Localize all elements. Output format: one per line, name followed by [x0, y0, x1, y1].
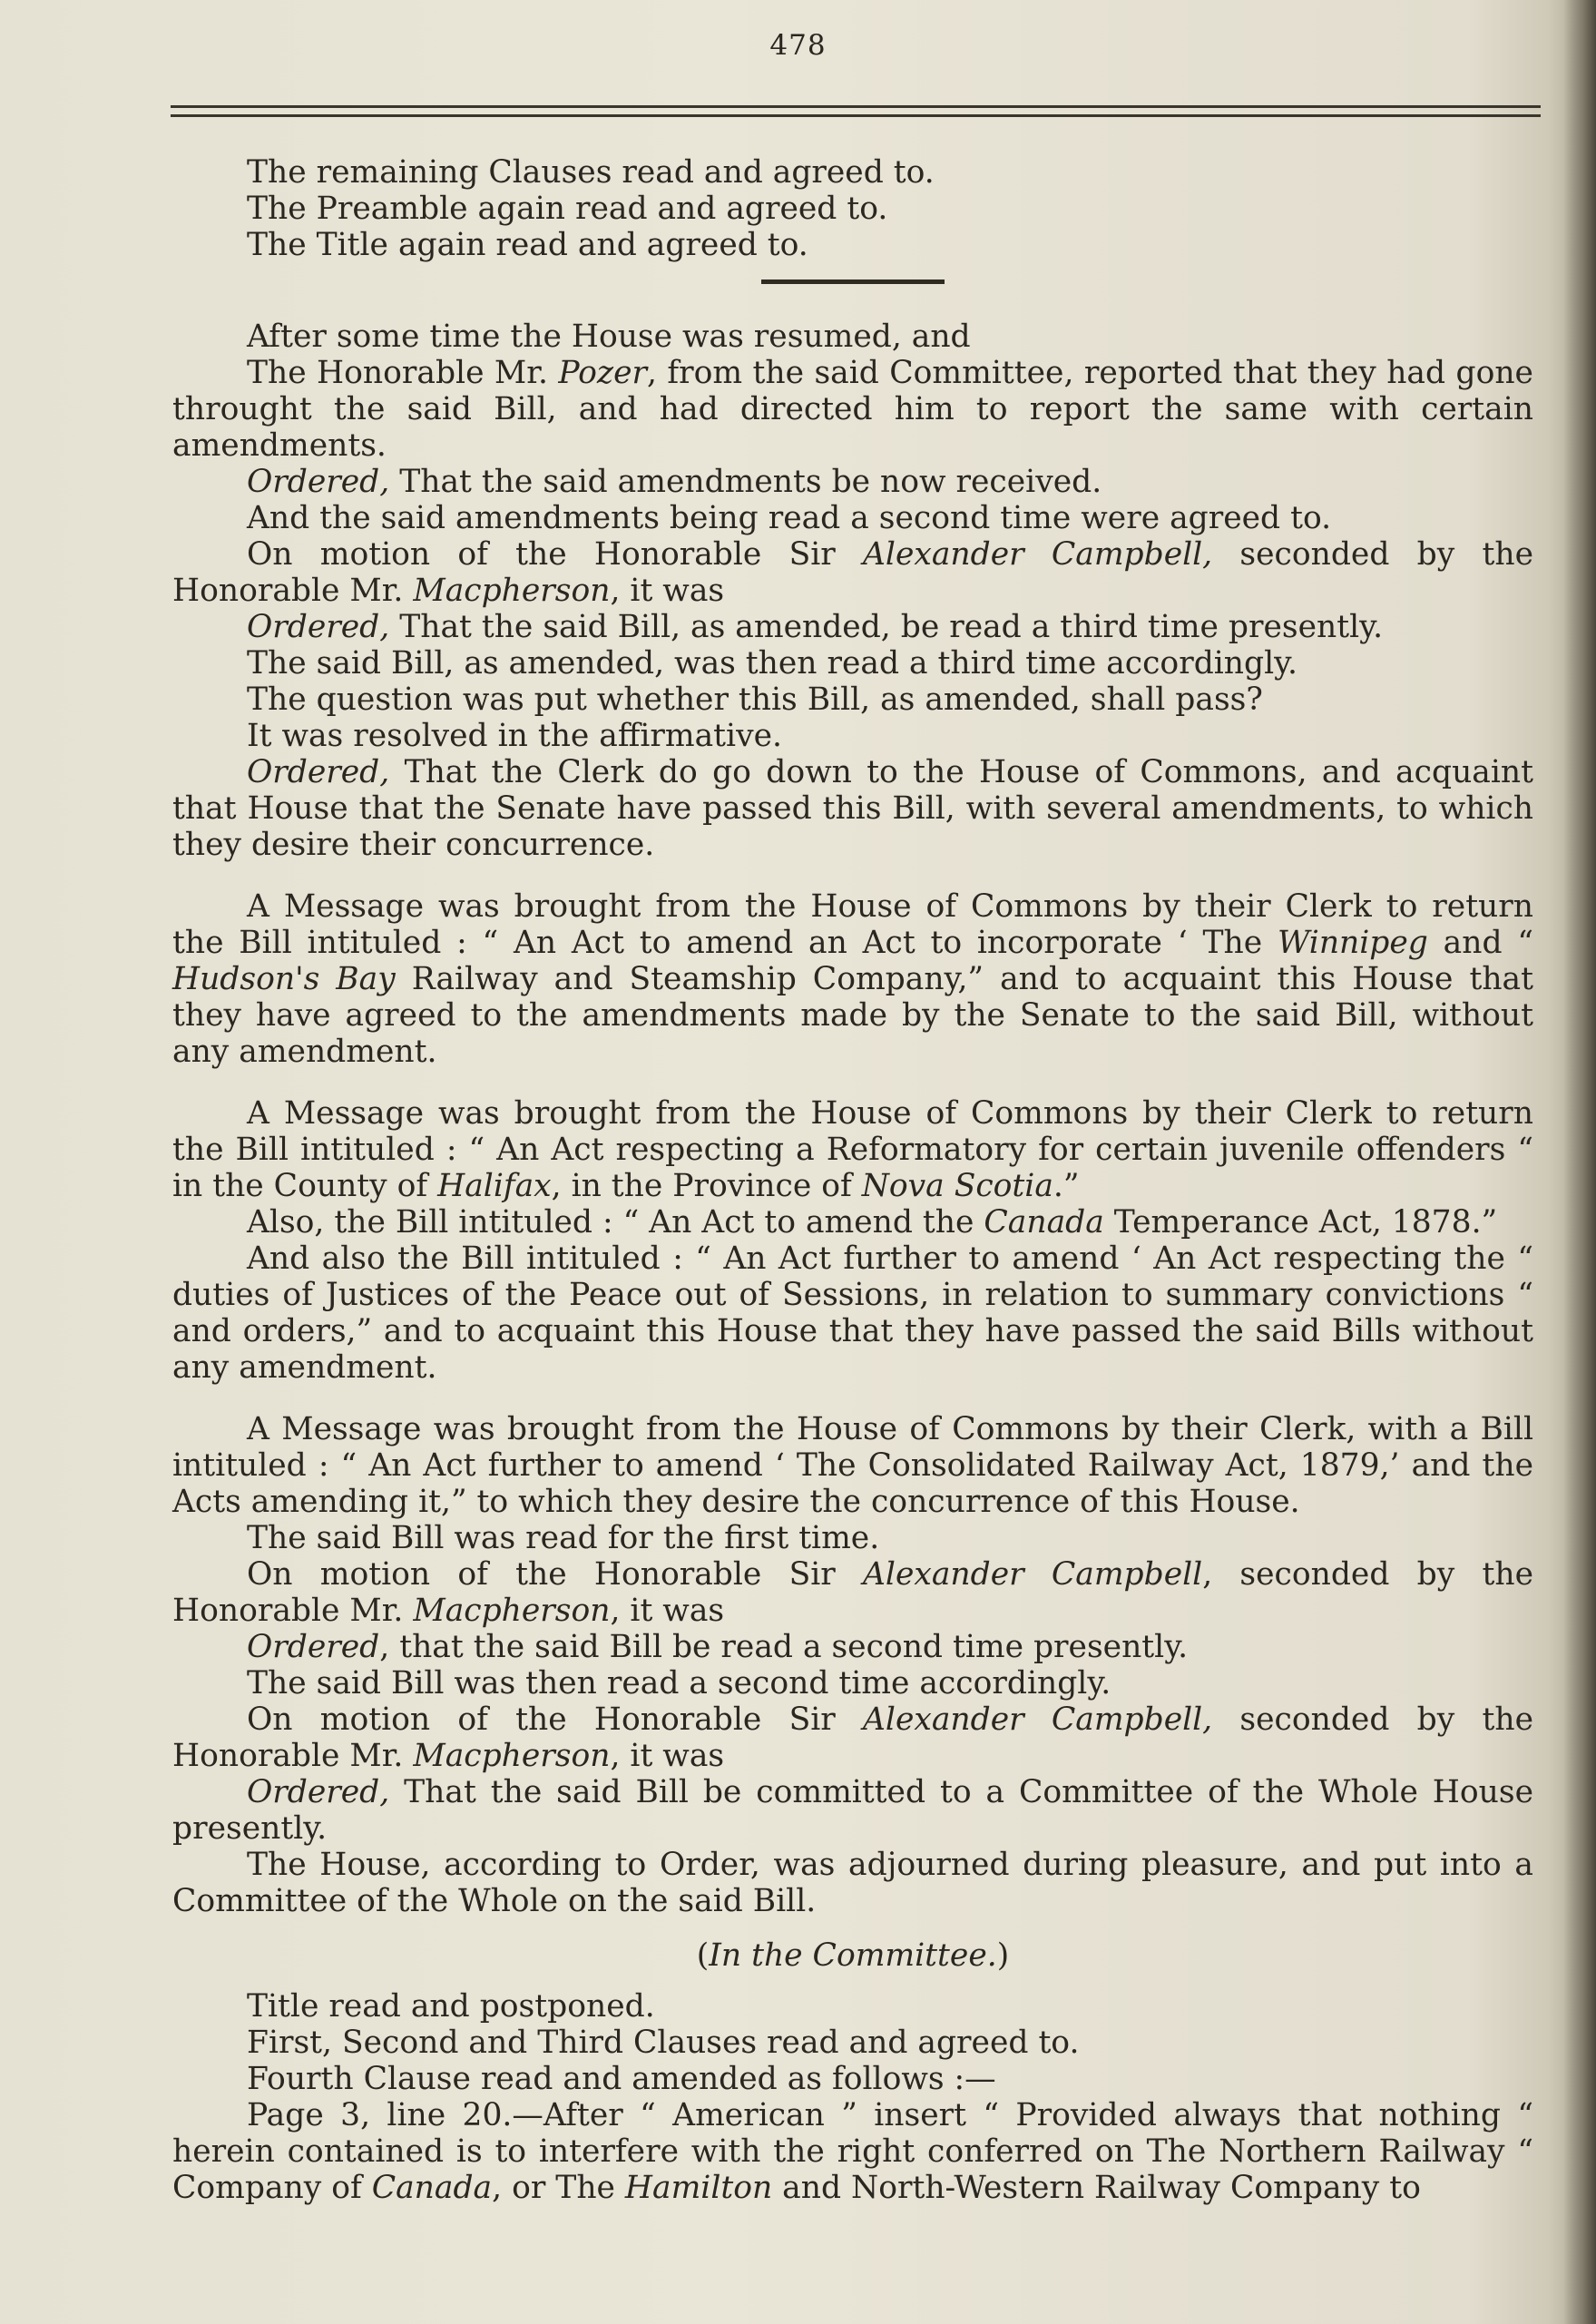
- text-run: A Message was brought from the House of Commons by their Clerk to return the Bill intituled : “ An Act to amend an Act to incorporate ‘ The: [172, 888, 1533, 961]
- text-run: Temperance Act, 1878.”: [1103, 1204, 1498, 1240]
- text-run: The remaining Clauses read and agreed to.: [247, 154, 935, 191]
- text-run: seconded by the Honorable Mr.: [172, 1701, 1533, 1774]
- header-rule-bottom: [171, 114, 1541, 117]
- page-number: 478: [769, 29, 827, 62]
- italic-run: Alexander Campbell: [863, 1556, 1203, 1593]
- italic-run: Hamilton: [624, 2170, 773, 2206]
- text-run: Fourth Clause read and amended as follows :—: [247, 2061, 996, 2097]
- italic-run: Halifax: [437, 1168, 552, 1204]
- text-run: That the Clerk do go down to the House of Commons, and acquaint that House that the Senate have passed this Bill, with several amendments, to which they desire their concurrence.: [172, 754, 1533, 863]
- italic-run: Macpherson: [413, 573, 611, 609]
- text-run: On motion of the Honorable Sir: [247, 1701, 863, 1738]
- italic-run: Ordered: [247, 1629, 380, 1665]
- italic-run: Ordered,: [247, 609, 390, 645]
- italic-run: In the Committee.: [709, 1937, 997, 1974]
- paragraph: [172, 1240, 1533, 1386]
- text-run: The Preamble again read and agreed to.: [247, 191, 888, 227]
- paragraph: [172, 464, 1533, 500]
- section-rule: [761, 279, 945, 284]
- section-heading: [172, 1937, 1533, 1974]
- text-run: Railway and Steamship Company,” and to acquaint this House that they have agreed to the amendments made by the Senate to the said Bill, without any amendment.: [172, 961, 1533, 1070]
- paragraph: [172, 1988, 1533, 2025]
- text-run: and “: [1427, 925, 1533, 961]
- italic-run: Ordered,: [247, 464, 390, 500]
- text-run: and North-Western Railway Company to: [772, 2170, 1421, 2206]
- text-run: , it was: [610, 1593, 725, 1629]
- italic-run: Pozer: [558, 355, 647, 391]
- italic-run: Hudson's Bay: [172, 961, 396, 997]
- paragraph: [172, 154, 1533, 191]
- document-body: [172, 154, 1533, 2206]
- text-run: (: [696, 1937, 710, 1974]
- text-run: And also the Bill intituled : “ An Act further to amend ‘ An Act respecting the “ duties of Justices of the Peace out of Sessions, in relation to summary convictions “ and orders,” and to acquaint this House that they have passed the said Bills without any amendment.: [172, 1240, 1533, 1386]
- text-run: .”: [1053, 1168, 1080, 1204]
- text-run: And the said amendments being read a second time were agreed to.: [247, 500, 1332, 536]
- text-run: , or The: [492, 2170, 625, 2206]
- paragraph: [172, 1095, 1533, 1204]
- paragraph: [172, 1774, 1533, 1847]
- italic-run: Winnipeg: [1277, 925, 1428, 961]
- text-run: That the said Bill, as amended, be read a third time presently.: [389, 609, 1384, 645]
- paragraph: [172, 1629, 1533, 1665]
- paragraph: [172, 1665, 1533, 1701]
- text-run: First, Second and Third Clauses read and agreed to.: [247, 2025, 1080, 2061]
- text-run: After some time the House was resumed, and: [247, 319, 971, 355]
- italic-run: Canada: [984, 1204, 1104, 1240]
- paragraph: [172, 609, 1533, 645]
- text-run: The said Bill was read for the first time.: [247, 1520, 880, 1556]
- paragraph: [172, 2097, 1533, 2206]
- text-run: A Message was brought from the House of Commons by their Clerk to return the Bill intituled : “ An Act respecting a Reformatory for certain juvenile offenders “ in the County of: [172, 1095, 1533, 1204]
- text-run: , from the said Committee, reported that they had gone throught the said Bill, and had directed him to report the same with certain amendments.: [172, 355, 1533, 464]
- italic-run: Alexander Campbell,: [863, 536, 1213, 573]
- text-run: seconded by the Honorable Mr.: [172, 536, 1533, 609]
- paragraph: [172, 319, 1533, 355]
- text-run: Title read and postponed.: [247, 1988, 655, 2025]
- paragraph: [172, 1411, 1533, 1520]
- text-run: On motion of the Honorable Sir: [247, 1556, 863, 1593]
- paragraph: [172, 1701, 1533, 1774]
- text-run: ): [996, 1937, 1010, 1974]
- paragraph: [172, 1204, 1533, 1240]
- paragraph: [172, 2061, 1533, 2097]
- paragraph: [172, 1520, 1533, 1556]
- text-run: Also, the Bill intituled : “ An Act to amend the: [247, 1204, 984, 1240]
- text-run: The Honorable Mr.: [247, 355, 559, 391]
- paragraph: [172, 536, 1533, 609]
- paragraph: [172, 754, 1533, 863]
- text-run: That the said amendments be now received.: [389, 464, 1102, 500]
- italic-run: Ordered,: [247, 1774, 390, 1810]
- paragraph: [172, 355, 1533, 464]
- paragraph: [172, 227, 1533, 263]
- text-run: The said Bill, as amended, was then read a third time accordingly.: [247, 645, 1298, 682]
- binding-shadow: [1563, 0, 1596, 2324]
- paragraph: [172, 888, 1533, 1070]
- italic-run: Ordered,: [247, 754, 390, 790]
- text-run: A Message was brought from the House of Commons by their Clerk, with a Bill intituled : “ An Act further to amend ‘ The Consolidated Railway Act, 1879,’ and the Acts amending it,” to which they desire the concurrence of this House.: [172, 1411, 1533, 1520]
- paragraph: [172, 1556, 1533, 1629]
- italic-run: Alexander Campbell,: [863, 1701, 1213, 1738]
- text-run: The said Bill was then read a second time accordingly.: [247, 1665, 1111, 1701]
- italic-run: Macpherson: [413, 1593, 611, 1629]
- text-run: It was resolved in the affirmative.: [247, 718, 782, 754]
- paragraph: [172, 500, 1533, 536]
- text-run: The question was put whether this Bill, as amended, shall pass?: [247, 682, 1263, 718]
- text-run: , it was: [610, 1738, 725, 1774]
- paragraph: [172, 718, 1533, 754]
- italic-run: Canada: [371, 2170, 493, 2206]
- paragraph: [172, 645, 1533, 682]
- italic-run: Macpherson: [413, 1738, 611, 1774]
- paragraph: [172, 2025, 1533, 2061]
- paragraph: [172, 682, 1533, 718]
- text-run: On motion of the Honorable Sir: [247, 536, 863, 573]
- text-run: The House, according to Order, was adjourned during pleasure, and put into a Committee of the Whole on the said Bill.: [172, 1847, 1533, 1919]
- paragraph: [172, 1847, 1533, 1919]
- header-rule-top: [171, 105, 1541, 108]
- text-run: , that the said Bill be read a second time presently.: [379, 1629, 1189, 1665]
- text-run: That the said Bill be committed to a Committee of the Whole House presently.: [172, 1774, 1533, 1847]
- text-run: , it was: [610, 573, 725, 609]
- paragraph: [172, 191, 1533, 227]
- text-run: , seconded by the Honorable Mr.: [172, 1556, 1533, 1629]
- italic-run: Nova Scotia: [861, 1168, 1053, 1204]
- text-run: , in the Province of: [551, 1168, 862, 1204]
- text-run: The Title again read and agreed to.: [247, 227, 808, 263]
- text-run: Page 3, line 20.—After “ American ” insert “ Provided always that nothing “ herein contained is to interfere with the right conferred on The Northern Railway “ Company of: [172, 2097, 1533, 2206]
